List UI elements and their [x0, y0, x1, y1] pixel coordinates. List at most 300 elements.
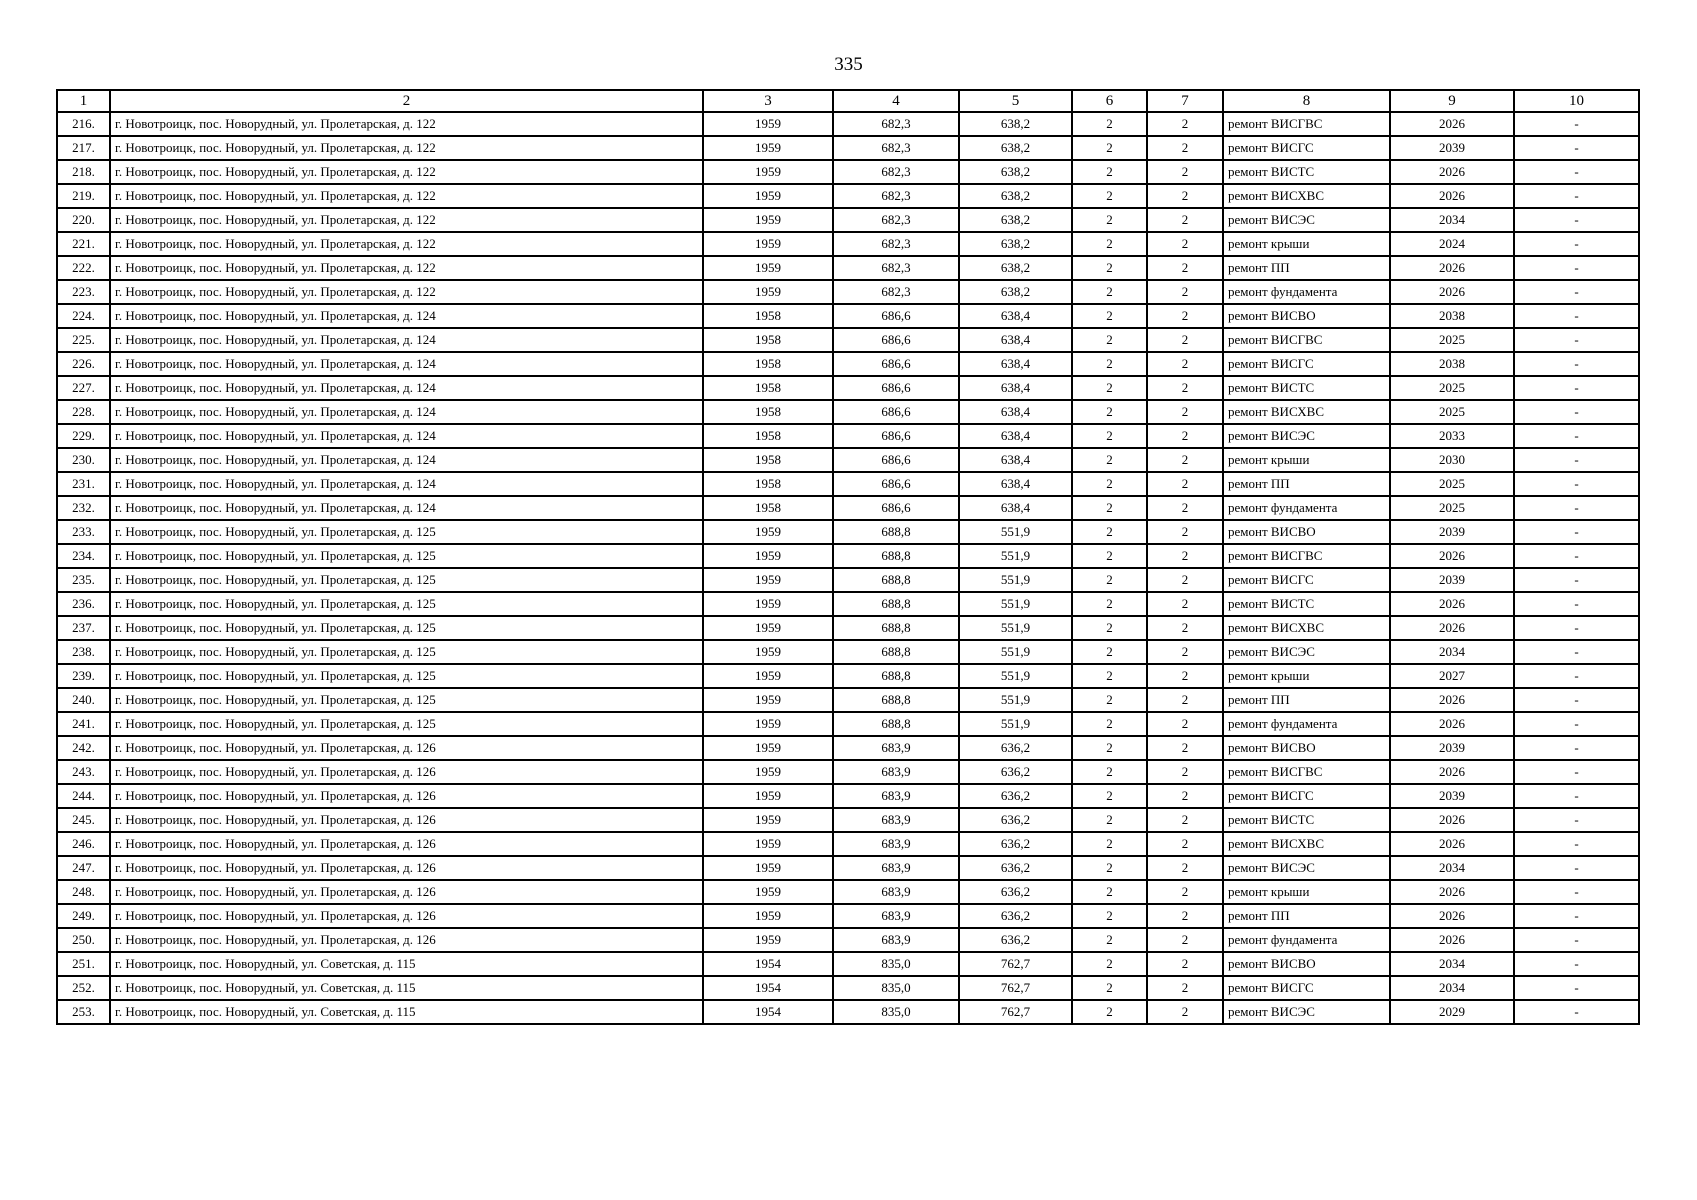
- row-number-cell: 232.: [57, 496, 110, 520]
- floors-cell: 2: [1072, 472, 1147, 496]
- row-number-cell: 240.: [57, 688, 110, 712]
- floors-cell: 2: [1072, 784, 1147, 808]
- entrances-cell: 2: [1147, 808, 1223, 832]
- living-area-cell: 551,9: [959, 688, 1072, 712]
- living-area-cell: 638,4: [959, 448, 1072, 472]
- address-cell: г. Новотроицк, пос. Новорудный, ул. Пролетарская, д. 126: [110, 928, 703, 952]
- entrances-cell: 2: [1147, 760, 1223, 784]
- living-area-cell: 762,7: [959, 976, 1072, 1000]
- entrances-cell: 2: [1147, 256, 1223, 280]
- address-cell: г. Новотроицк, пос. Новорудный, ул. Пролетарская, д. 124: [110, 424, 703, 448]
- table-row: [57, 328, 1639, 352]
- table-row: [57, 208, 1639, 232]
- entrances-cell: 2: [1147, 184, 1223, 208]
- floors-cell: 2: [1072, 856, 1147, 880]
- table-row: [57, 400, 1639, 424]
- total-area-cell: 682,3: [833, 184, 959, 208]
- note-cell: -: [1514, 448, 1639, 472]
- note-cell: -: [1514, 256, 1639, 280]
- address-cell: г. Новотроицк, пос. Новорудный, ул. Пролетарская, д. 124: [110, 496, 703, 520]
- row-number-cell: 244.: [57, 784, 110, 808]
- year-built-cell: 1958: [703, 400, 833, 424]
- planned-year-cell: 2034: [1390, 640, 1514, 664]
- work-type-cell: ремонт ВИСГС: [1223, 784, 1390, 808]
- address-cell: г. Новотроицк, пос. Новорудный, ул. Пролетарская, д. 125: [110, 592, 703, 616]
- address-cell: г. Новотроицк, пос. Новорудный, ул. Пролетарская, д. 122: [110, 112, 703, 136]
- planned-year-cell: 2024: [1390, 232, 1514, 256]
- work-type-cell: ремонт фундамента: [1223, 928, 1390, 952]
- work-type-cell: ремонт ВИСТС: [1223, 592, 1390, 616]
- row-number-cell: 220.: [57, 208, 110, 232]
- note-cell: -: [1514, 1000, 1639, 1024]
- work-type-cell: ремонт ВИСВО: [1223, 736, 1390, 760]
- note-cell: -: [1514, 280, 1639, 304]
- living-area-cell: 638,2: [959, 280, 1072, 304]
- table-row: [57, 136, 1639, 160]
- note-cell: -: [1514, 352, 1639, 376]
- entrances-cell: 2: [1147, 448, 1223, 472]
- column-header: 7: [1147, 90, 1223, 112]
- address-cell: г. Новотроицк, пос. Новорудный, ул. Пролетарская, д. 124: [110, 400, 703, 424]
- living-area-cell: 762,7: [959, 1000, 1072, 1024]
- living-area-cell: 636,2: [959, 808, 1072, 832]
- work-type-cell: ремонт ВИСЭС: [1223, 208, 1390, 232]
- table-row: [57, 352, 1639, 376]
- table-row: [57, 712, 1639, 736]
- row-number-cell: 239.: [57, 664, 110, 688]
- year-built-cell: 1959: [703, 208, 833, 232]
- table-row: [57, 760, 1639, 784]
- planned-year-cell: 2026: [1390, 256, 1514, 280]
- total-area-cell: 683,9: [833, 904, 959, 928]
- year-built-cell: 1959: [703, 280, 833, 304]
- total-area-cell: 682,3: [833, 256, 959, 280]
- living-area-cell: 551,9: [959, 616, 1072, 640]
- address-cell: г. Новотроицк, пос. Новорудный, ул. Пролетарская, д. 126: [110, 736, 703, 760]
- entrances-cell: 2: [1147, 208, 1223, 232]
- living-area-cell: 551,9: [959, 568, 1072, 592]
- entrances-cell: 2: [1147, 592, 1223, 616]
- entrances-cell: 2: [1147, 856, 1223, 880]
- row-number-cell: 217.: [57, 136, 110, 160]
- floors-cell: 2: [1072, 136, 1147, 160]
- note-cell: -: [1514, 544, 1639, 568]
- total-area-cell: 686,6: [833, 472, 959, 496]
- work-type-cell: ремонт ВИСГС: [1223, 136, 1390, 160]
- planned-year-cell: 2026: [1390, 928, 1514, 952]
- year-built-cell: 1959: [703, 760, 833, 784]
- work-type-cell: ремонт ВИСХВС: [1223, 832, 1390, 856]
- total-area-cell: 686,6: [833, 496, 959, 520]
- planned-year-cell: 2039: [1390, 736, 1514, 760]
- total-area-cell: 682,3: [833, 232, 959, 256]
- entrances-cell: 2: [1147, 1000, 1223, 1024]
- year-built-cell: 1959: [703, 784, 833, 808]
- work-type-cell: ремонт ВИСЭС: [1223, 640, 1390, 664]
- planned-year-cell: 2026: [1390, 808, 1514, 832]
- floors-cell: 2: [1072, 112, 1147, 136]
- row-number-cell: 228.: [57, 400, 110, 424]
- work-type-cell: ремонт ВИСГВС: [1223, 112, 1390, 136]
- total-area-cell: 682,3: [833, 208, 959, 232]
- year-built-cell: 1958: [703, 424, 833, 448]
- table-row: [57, 784, 1639, 808]
- total-area-cell: 682,3: [833, 280, 959, 304]
- living-area-cell: 638,2: [959, 136, 1072, 160]
- year-built-cell: 1959: [703, 568, 833, 592]
- note-cell: -: [1514, 496, 1639, 520]
- floors-cell: 2: [1072, 352, 1147, 376]
- address-cell: г. Новотроицк, пос. Новорудный, ул. Пролетарская, д. 126: [110, 808, 703, 832]
- address-cell: г. Новотроицк, пос. Новорудный, ул. Пролетарская, д. 124: [110, 352, 703, 376]
- work-type-cell: ремонт ВИСГВС: [1223, 544, 1390, 568]
- row-number-cell: 231.: [57, 472, 110, 496]
- address-cell: г. Новотроицк, пос. Новорудный, ул. Пролетарская, д. 125: [110, 712, 703, 736]
- row-number-cell: 219.: [57, 184, 110, 208]
- address-cell: г. Новотроицк, пос. Новорудный, ул. Пролетарская, д. 126: [110, 760, 703, 784]
- floors-cell: 2: [1072, 808, 1147, 832]
- address-cell: г. Новотроицк, пос. Новорудный, ул. Пролетарская, д. 124: [110, 448, 703, 472]
- table-row: [57, 424, 1639, 448]
- table-row: [57, 736, 1639, 760]
- total-area-cell: 682,3: [833, 160, 959, 184]
- planned-year-cell: 2026: [1390, 616, 1514, 640]
- living-area-cell: 638,2: [959, 184, 1072, 208]
- address-cell: г. Новотроицк, пос. Новорудный, ул. Пролетарская, д. 124: [110, 304, 703, 328]
- floors-cell: 2: [1072, 880, 1147, 904]
- total-area-cell: 686,6: [833, 448, 959, 472]
- table-row: [57, 952, 1639, 976]
- column-header: 1: [57, 90, 110, 112]
- row-number-cell: 242.: [57, 736, 110, 760]
- table-row: [57, 496, 1639, 520]
- note-cell: -: [1514, 952, 1639, 976]
- year-built-cell: 1959: [703, 184, 833, 208]
- entrances-cell: 2: [1147, 136, 1223, 160]
- living-area-cell: 551,9: [959, 712, 1072, 736]
- year-built-cell: 1959: [703, 256, 833, 280]
- table-row: [57, 544, 1639, 568]
- year-built-cell: 1959: [703, 736, 833, 760]
- living-area-cell: 638,2: [959, 208, 1072, 232]
- year-built-cell: 1959: [703, 232, 833, 256]
- address-cell: г. Новотроицк, пос. Новорудный, ул. Пролетарская, д. 124: [110, 472, 703, 496]
- living-area-cell: 638,4: [959, 424, 1072, 448]
- year-built-cell: 1959: [703, 592, 833, 616]
- living-area-cell: 636,2: [959, 928, 1072, 952]
- planned-year-cell: 2026: [1390, 160, 1514, 184]
- living-area-cell: 638,2: [959, 256, 1072, 280]
- work-type-cell: ремонт ВИСГС: [1223, 976, 1390, 1000]
- work-type-cell: ремонт ВИСГВС: [1223, 760, 1390, 784]
- planned-year-cell: 2025: [1390, 496, 1514, 520]
- living-area-cell: 636,2: [959, 904, 1072, 928]
- planned-year-cell: 2026: [1390, 544, 1514, 568]
- planned-year-cell: 2039: [1390, 136, 1514, 160]
- entrances-cell: 2: [1147, 688, 1223, 712]
- work-type-cell: ремонт ВИСТС: [1223, 376, 1390, 400]
- row-number-cell: 243.: [57, 760, 110, 784]
- planned-year-cell: 2038: [1390, 352, 1514, 376]
- total-area-cell: 688,8: [833, 544, 959, 568]
- entrances-cell: 2: [1147, 232, 1223, 256]
- row-number-cell: 236.: [57, 592, 110, 616]
- planned-year-cell: 2026: [1390, 184, 1514, 208]
- year-built-cell: 1959: [703, 904, 833, 928]
- floors-cell: 2: [1072, 304, 1147, 328]
- table-row: [57, 976, 1639, 1000]
- note-cell: -: [1514, 232, 1639, 256]
- total-area-cell: 683,9: [833, 736, 959, 760]
- row-number-cell: 249.: [57, 904, 110, 928]
- living-area-cell: 551,9: [959, 592, 1072, 616]
- year-built-cell: 1959: [703, 856, 833, 880]
- row-number-cell: 241.: [57, 712, 110, 736]
- year-built-cell: 1959: [703, 160, 833, 184]
- floors-cell: 2: [1072, 760, 1147, 784]
- total-area-cell: 686,6: [833, 304, 959, 328]
- living-area-cell: 638,4: [959, 376, 1072, 400]
- entrances-cell: 2: [1147, 952, 1223, 976]
- page-number: 335: [834, 54, 863, 75]
- address-cell: г. Новотроицк, пос. Новорудный, ул. Пролетарская, д. 126: [110, 784, 703, 808]
- planned-year-cell: 2026: [1390, 592, 1514, 616]
- work-type-cell: ремонт ВИСВО: [1223, 304, 1390, 328]
- note-cell: -: [1514, 856, 1639, 880]
- planned-year-cell: 2034: [1390, 856, 1514, 880]
- address-cell: г. Новотроицк, пос. Новорудный, ул. Пролетарская, д. 125: [110, 520, 703, 544]
- entrances-cell: 2: [1147, 832, 1223, 856]
- entrances-cell: 2: [1147, 568, 1223, 592]
- total-area-cell: 686,6: [833, 328, 959, 352]
- total-area-cell: 683,9: [833, 832, 959, 856]
- living-area-cell: 636,2: [959, 880, 1072, 904]
- entrances-cell: 2: [1147, 328, 1223, 352]
- floors-cell: 2: [1072, 160, 1147, 184]
- column-header: 6: [1072, 90, 1147, 112]
- floors-cell: 2: [1072, 184, 1147, 208]
- floors-cell: 2: [1072, 712, 1147, 736]
- note-cell: -: [1514, 136, 1639, 160]
- entrances-cell: 2: [1147, 400, 1223, 424]
- floors-cell: 2: [1072, 664, 1147, 688]
- entrances-cell: 2: [1147, 520, 1223, 544]
- work-type-cell: ремонт крыши: [1223, 664, 1390, 688]
- address-cell: г. Новотроицк, пос. Новорудный, ул. Пролетарская, д. 122: [110, 136, 703, 160]
- address-cell: г. Новотроицк, пос. Новорудный, ул. Пролетарская, д. 125: [110, 544, 703, 568]
- table-row: [57, 616, 1639, 640]
- entrances-cell: 2: [1147, 496, 1223, 520]
- address-cell: г. Новотроицк, пос. Новорудный, ул. Пролетарская, д. 125: [110, 688, 703, 712]
- total-area-cell: 686,6: [833, 376, 959, 400]
- floors-cell: 2: [1072, 400, 1147, 424]
- year-built-cell: 1959: [703, 520, 833, 544]
- total-area-cell: 835,0: [833, 1000, 959, 1024]
- address-cell: г. Новотроицк, пос. Новорудный, ул. Советская, д. 115: [110, 952, 703, 976]
- total-area-cell: 688,8: [833, 664, 959, 688]
- living-area-cell: 636,2: [959, 736, 1072, 760]
- year-built-cell: 1958: [703, 376, 833, 400]
- column-header: 9: [1390, 90, 1514, 112]
- floors-cell: 2: [1072, 928, 1147, 952]
- note-cell: -: [1514, 736, 1639, 760]
- entrances-cell: 2: [1147, 352, 1223, 376]
- table-row: [57, 376, 1639, 400]
- address-cell: г. Новотроицк, пос. Новорудный, ул. Пролетарская, д. 125: [110, 664, 703, 688]
- work-type-cell: ремонт фундамента: [1223, 712, 1390, 736]
- address-cell: г. Новотроицк, пос. Новорудный, ул. Пролетарская, д. 125: [110, 616, 703, 640]
- entrances-cell: 2: [1147, 472, 1223, 496]
- floors-cell: 2: [1072, 616, 1147, 640]
- total-area-cell: 683,9: [833, 880, 959, 904]
- floors-cell: 2: [1072, 208, 1147, 232]
- table-row: [57, 1000, 1639, 1024]
- living-area-cell: 762,7: [959, 952, 1072, 976]
- planned-year-cell: 2034: [1390, 952, 1514, 976]
- note-cell: -: [1514, 616, 1639, 640]
- living-area-cell: 551,9: [959, 664, 1072, 688]
- address-cell: г. Новотроицк, пос. Новорудный, ул. Пролетарская, д. 125: [110, 568, 703, 592]
- entrances-cell: 2: [1147, 736, 1223, 760]
- living-area-cell: 638,4: [959, 400, 1072, 424]
- total-area-cell: 688,8: [833, 616, 959, 640]
- floors-cell: 2: [1072, 256, 1147, 280]
- note-cell: -: [1514, 400, 1639, 424]
- total-area-cell: 682,3: [833, 112, 959, 136]
- address-cell: г. Новотроицк, пос. Новорудный, ул. Пролетарская, д. 124: [110, 376, 703, 400]
- planned-year-cell: 2026: [1390, 760, 1514, 784]
- note-cell: -: [1514, 424, 1639, 448]
- total-area-cell: 688,8: [833, 712, 959, 736]
- entrances-cell: 2: [1147, 376, 1223, 400]
- row-number-cell: 216.: [57, 112, 110, 136]
- row-number-cell: 221.: [57, 232, 110, 256]
- entrances-cell: 2: [1147, 712, 1223, 736]
- living-area-cell: 551,9: [959, 640, 1072, 664]
- row-number-cell: 250.: [57, 928, 110, 952]
- row-number-cell: 253.: [57, 1000, 110, 1024]
- work-type-cell: ремонт ПП: [1223, 688, 1390, 712]
- note-cell: -: [1514, 664, 1639, 688]
- note-cell: -: [1514, 640, 1639, 664]
- row-number-cell: 245.: [57, 808, 110, 832]
- address-cell: г. Новотроицк, пос. Новорудный, ул. Пролетарская, д. 125: [110, 640, 703, 664]
- note-cell: -: [1514, 760, 1639, 784]
- floors-cell: 2: [1072, 952, 1147, 976]
- work-type-cell: ремонт ВИСВО: [1223, 952, 1390, 976]
- planned-year-cell: 2039: [1390, 568, 1514, 592]
- entrances-cell: 2: [1147, 616, 1223, 640]
- living-area-cell: 638,2: [959, 160, 1072, 184]
- column-header: 8: [1223, 90, 1390, 112]
- total-area-cell: 683,9: [833, 928, 959, 952]
- work-type-cell: ремонт ПП: [1223, 256, 1390, 280]
- year-built-cell: 1959: [703, 616, 833, 640]
- entrances-cell: 2: [1147, 544, 1223, 568]
- planned-year-cell: 2038: [1390, 304, 1514, 328]
- note-cell: -: [1514, 880, 1639, 904]
- total-area-cell: 686,6: [833, 400, 959, 424]
- row-number-cell: 222.: [57, 256, 110, 280]
- address-cell: г. Новотроицк, пос. Новорудный, ул. Пролетарская, д. 122: [110, 280, 703, 304]
- entrances-cell: 2: [1147, 640, 1223, 664]
- living-area-cell: 638,4: [959, 496, 1072, 520]
- living-area-cell: 636,2: [959, 856, 1072, 880]
- note-cell: -: [1514, 112, 1639, 136]
- year-built-cell: 1958: [703, 304, 833, 328]
- row-number-cell: 248.: [57, 880, 110, 904]
- row-number-cell: 229.: [57, 424, 110, 448]
- living-area-cell: 636,2: [959, 832, 1072, 856]
- work-type-cell: ремонт ВИСВО: [1223, 520, 1390, 544]
- address-cell: г. Новотроицк, пос. Новорудный, ул. Пролетарская, д. 126: [110, 904, 703, 928]
- floors-cell: 2: [1072, 592, 1147, 616]
- table-row: [57, 688, 1639, 712]
- note-cell: -: [1514, 784, 1639, 808]
- year-built-cell: 1959: [703, 112, 833, 136]
- row-number-cell: 237.: [57, 616, 110, 640]
- living-area-cell: 551,9: [959, 544, 1072, 568]
- work-type-cell: ремонт ВИСТС: [1223, 808, 1390, 832]
- row-number-cell: 233.: [57, 520, 110, 544]
- total-area-cell: 688,8: [833, 592, 959, 616]
- row-number-cell: 225.: [57, 328, 110, 352]
- work-type-cell: ремонт фундамента: [1223, 496, 1390, 520]
- note-cell: -: [1514, 520, 1639, 544]
- planned-year-cell: 2025: [1390, 376, 1514, 400]
- entrances-cell: 2: [1147, 424, 1223, 448]
- total-area-cell: 688,8: [833, 688, 959, 712]
- work-type-cell: ремонт ВИСХВС: [1223, 616, 1390, 640]
- column-header: 2: [110, 90, 703, 112]
- planned-year-cell: 2026: [1390, 880, 1514, 904]
- planned-year-cell: 2026: [1390, 112, 1514, 136]
- year-built-cell: 1959: [703, 928, 833, 952]
- row-number-cell: 223.: [57, 280, 110, 304]
- planned-year-cell: 2026: [1390, 280, 1514, 304]
- planned-year-cell: 2025: [1390, 400, 1514, 424]
- planned-year-cell: 2026: [1390, 712, 1514, 736]
- planned-year-cell: 2026: [1390, 904, 1514, 928]
- work-type-cell: ремонт ВИСГВС: [1223, 328, 1390, 352]
- column-header: 4: [833, 90, 959, 112]
- floors-cell: 2: [1072, 448, 1147, 472]
- table-row: [57, 280, 1639, 304]
- work-type-cell: ремонт ВИСГС: [1223, 568, 1390, 592]
- floors-cell: 2: [1072, 376, 1147, 400]
- note-cell: -: [1514, 976, 1639, 1000]
- note-cell: -: [1514, 688, 1639, 712]
- work-type-cell: ремонт крыши: [1223, 448, 1390, 472]
- floors-cell: 2: [1072, 280, 1147, 304]
- work-type-cell: ремонт ПП: [1223, 472, 1390, 496]
- floors-cell: 2: [1072, 568, 1147, 592]
- table-row: [57, 592, 1639, 616]
- total-area-cell: 835,0: [833, 952, 959, 976]
- row-number-cell: 251.: [57, 952, 110, 976]
- year-built-cell: 1954: [703, 952, 833, 976]
- table-row: [57, 568, 1639, 592]
- floors-cell: 2: [1072, 688, 1147, 712]
- floors-cell: 2: [1072, 496, 1147, 520]
- table-row: [57, 304, 1639, 328]
- floors-cell: 2: [1072, 976, 1147, 1000]
- year-built-cell: 1954: [703, 976, 833, 1000]
- row-number-cell: 246.: [57, 832, 110, 856]
- living-area-cell: 638,4: [959, 304, 1072, 328]
- total-area-cell: 683,9: [833, 808, 959, 832]
- entrances-cell: 2: [1147, 112, 1223, 136]
